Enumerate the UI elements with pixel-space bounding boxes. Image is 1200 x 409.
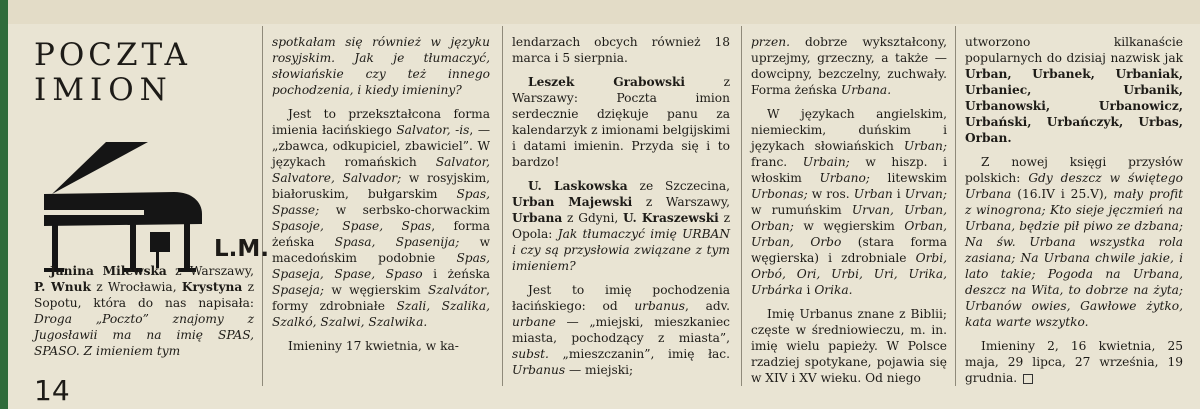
page-edge-strip [0,0,8,409]
paragraph: lendarzach obcych również 18 marca i 5 sierpnia. [512,35,730,65]
dates-text: Imieniny 2, 16 kwietnia, 25 maja, 29 lipca, 27 września, 19 grudnia. [965,339,1183,385]
paragraph: Imię Urbanus znane z Biblii; częste w średniowieczu, m. in. imię wielu papieży. W Polsce rzadziej spotykane, pojawia się w XIV i XV wieku. Od niego [751,307,947,385]
column-rule [741,26,742,386]
paragraph: U. Laskowska ze Szczecina, Urban Majewski z Warszawy, Urbana z Gdyni, U. Kraszewski z Opola: Jak tłumaczyć imię URBAN i czy są przysłowia związane z tym imieniem? [512,179,731,273]
title-line-1: POCZTA [34,37,191,73]
column-rule [262,26,263,386]
paragraph: Janina Milewska z Warszawy, P. Wnuk z Wrocławia, Krystyna z Sopotu, która do nas napisała: Droga „Poczto” znajomy z Jugosławii ma na imię SPAS, SPASO. Z imieniem tym [34,264,255,358]
paragraph: utworzono kilkanaście popularnych do dzisiaj nazwisk jak Urban, Urbanek, Urbaniak, Urbaniec, Urbanik, Urbanowski, Urbanowicz, Urbański, Urbańczyk, Urbas, Orban. [965,35,1183,145]
article-column-3 [512,34,730,386]
end-of-article-mark [1023,374,1033,384]
paragraph: spotkałam się również w języku rosyjskim. Jak je tłumaczyć, słowiańskie czy też innego pochodzenia, i kiedy imieniny? [272,35,490,97]
paragraph: Leszek Grabowski z Warszawy: Poczta imion serdecznie dziękuje panu za kalendarzyk z imionami belgijskimi i datami imienin. Przyda się i to bardzo! [512,75,730,169]
page-number: 14 [34,374,70,407]
title-line-2: IMION [34,72,173,108]
top-margin [8,0,1200,24]
article-column-2 [272,34,490,362]
paragraph: przen. dobrze wykształcony, uprzejmy, grzeczny, a także — dowcipny, bezczelny, zuchwały. Forma żeńska Urbana. [751,35,947,97]
paragraph: Jest to imię pochodzenia łacińskiego: od urbanus, adv. urbane — „miejski, mieszkaniec miasta, pochodzący z miasta”, subst. „mieszczanin”, imię łac. Urbanus — miejski; [512,283,730,377]
paragraph [965,338,1183,386]
article-column-5 [965,34,1183,394]
article-column-1 [34,263,254,359]
paragraph: Jest to przekształcona forma imienia łacińskiego Salvator, -is, — „zbawca, odkupiciel, zbawiciel”. W językach romańskich Salvator, Salvatore, Salvador; w rosyjskim, białoruskim, bułgarskim Spas, Spasse; w serbsko-chorwackim Spasoje, Spase, Spas, forma żeńska Spasa, Spasenija; w macedońskim podobnie Spas, Spaseja, Spase, Spaso i żeńska Spaseja; w węgierskim Szalvátor, formy zdrobniałe Szali, Szalika, Szalkó, Szalwi, Szalwika. [272,107,491,329]
paragraph: W językach angielskim, niemieckim, duńskim i językach słowiańskich Urban; franc. Urbain; w hiszp. i włoskim Urbano; litewskim Urbonas; w ros. Urban i Urvan; w rumuńskim Urvan, Urban, Orban; w węgierskim Orban, Urban, Orbo (stara forma węgierska) i zdrobniale Orbi, Orbó, Ori, Urbi, Uri, Urika, Urbárka i Orika. [751,107,947,297]
article-column-4 [751,34,947,394]
column-rule [502,26,503,386]
paragraph: Imieniny 17 kwietnia, w ka- [288,339,459,353]
paragraph: Z nowej księgi przysłów polskich: Gdy deszcz w świętego Urbana (16.IV i 25.V), mały profit z winogrona; Kto sieje jęczmień na Urbana, będzie pił piwo ze dzbana; Na św. Urbana wszystka rola zasiana; Na Urbana chwile jakie, i lato takie; Pogoda na Urbana, deszcz na Wita, to dobrze na żyta; Urbanów owies, Gawłowe żytko, kata warte wszytko. [965,155,1183,329]
author-initials: L.M. [214,236,270,262]
column-rule [955,26,956,386]
grand-piano-illustration [44,128,204,278]
section-title [34,38,254,108]
